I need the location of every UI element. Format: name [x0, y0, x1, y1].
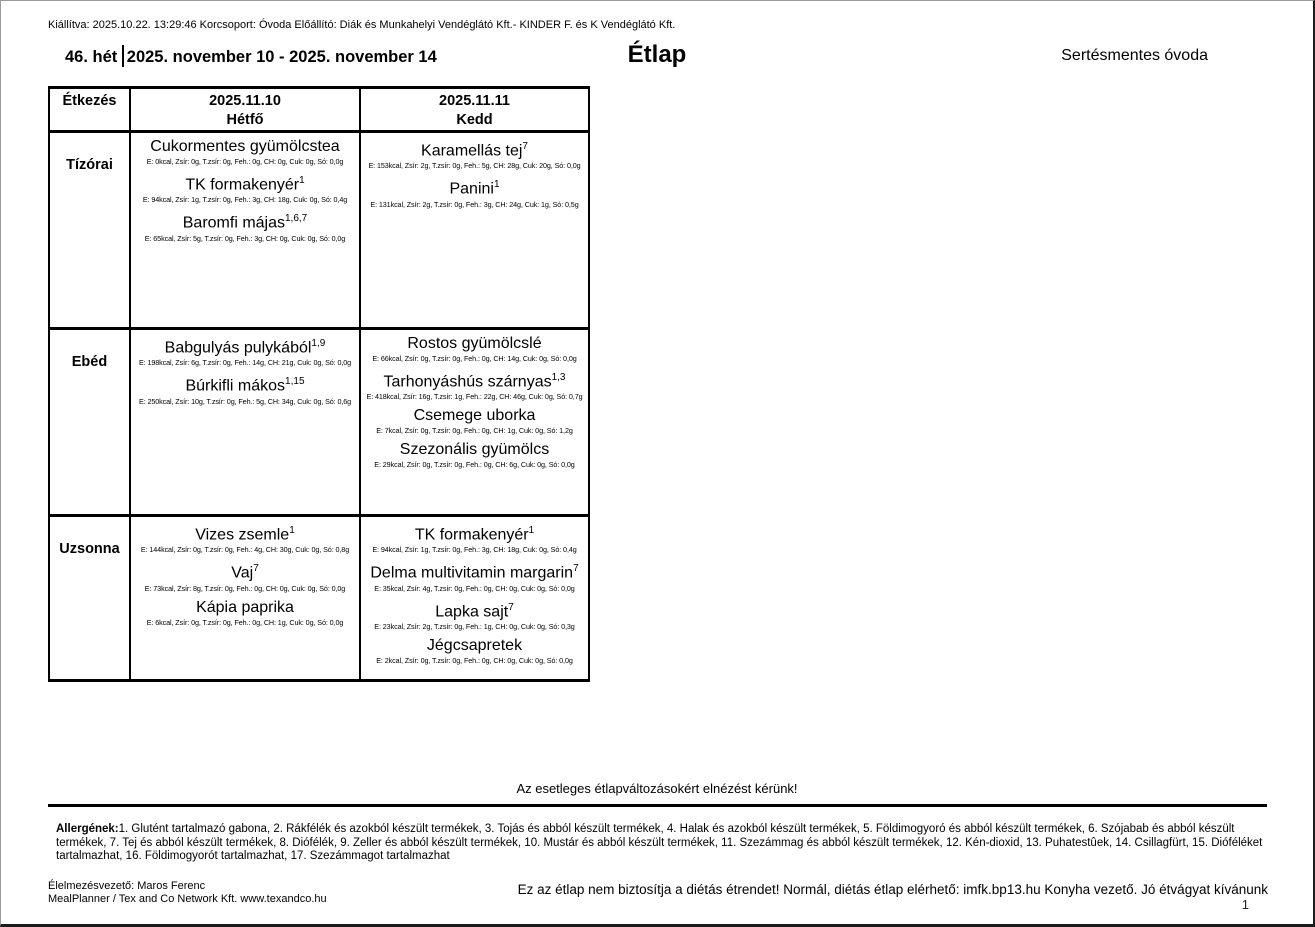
allergen-superscript: 1,3 [551, 372, 566, 383]
menu-item [362, 635, 587, 666]
allergens-text: 1. Glutént tartalmazó gabona, 2. Rákfélék és azokból készült termékek, 3. Tojás és abból készült termékek, 4. Halak és azokból készült termékek, 5. Földimogyoró és abból készült termékek, 6. Szójabab és abból készült termékek, 7. Tej és abból készült termékek, 8. Diófélék, 9. Zeller és abból készült termékek, 10. Mustár és abból készült termékek, 11. Szezámmag és abból készült termékek, 12. Kén-dioxid, 13. Puhatestûek, 14. Csillagfürt, 15. Dióféléket tartalmazhat, 16. Földimogyorót tartalmazhat, 17. Szezámmagot tartalmazhat [56, 823, 1263, 862]
menu-type-label: Sertésmentes óvoda [1061, 47, 1208, 64]
manager-line: Élelmezésvezető: Maros Ferenc [48, 880, 206, 892]
dish-nutrition: E: 66kcal, Zsír: 0g, T.zsír: 0g, Feh.: 0g, CH: 14g, Cuk: 0g, Só: 0,0g [372, 354, 577, 363]
dish-nutrition: E: 198kcal, Zsír: 6g, T.zsír: 0g, Feh.: 14g, CH: 21g, Cuk: 0g, Só: 0,0g [138, 358, 352, 368]
allergens-label: Allergének: [56, 823, 119, 835]
dish-name: Szezonális gyümölcs [399, 441, 550, 459]
page-number: 1 [1241, 897, 1249, 912]
allergens-note [56, 823, 1272, 864]
horizontal-rule [48, 804, 1267, 807]
day-name: Kedd [456, 112, 493, 128]
dish-nutrition: E: 94kcal, Zsír: 1g, T.zsír: 0g, Feh.: 3g, CH: 18g, Cuk: 0g, Só: 0,4g [372, 545, 577, 555]
day-date: 2025.11.11 [439, 93, 510, 109]
menu-item [362, 597, 587, 632]
dish-name: Babgulyás pulykából$^{1,9}$ [164, 338, 326, 357]
footer-left [48, 880, 327, 906]
dish-nutrition: E: 0kcal, Zsír: 0g, T.zsír: 0g, Feh.: 0g, CH: 0g, Cuk: 0g, Só: 0,0g [146, 157, 344, 166]
dish-nutrition: E: 65kcal, Zsír: 5g, T.zsír: 0g, Feh.: 3g, CH: 0g, Cuk: 0g, Só: 0,0g [144, 233, 346, 243]
menu-item [132, 558, 358, 593]
menu-cell [130, 132, 360, 329]
menu-cell [360, 329, 589, 516]
menu-item [362, 174, 587, 209]
menu-cell [130, 516, 360, 681]
allergen-superscript: 1 [289, 525, 295, 536]
dish-name: Csemege uborka [413, 407, 536, 425]
menu-item [132, 520, 358, 555]
meal-column-header: Étkezés [49, 88, 130, 132]
menu-cell [360, 516, 589, 681]
dish-name: Vaj$^7$ [231, 563, 259, 582]
dish-name: Kápia paprika [196, 598, 294, 616]
dish-nutrition: E: 6kcal, Zsír: 0g, T.zsír: 0g, Feh.: 0g, CH: 1g, Cuk: 0g, Só: 0,0g [146, 617, 344, 627]
allergen-superscript: 7 [522, 141, 528, 152]
dish-nutrition: E: 144kcal, Zsír: 0g, T.zsír: 0g, Feh.: 4g, CH: 30g, Cuk: 0g, Só: 0,8g [140, 545, 350, 555]
menu-cell [360, 132, 589, 329]
dish-name: Panini$^1$ [449, 179, 500, 198]
dish-nutrition: E: 7kcal, Zsír: 0g, T.zsír: 0g, Feh.: 0g, CH: 1g, Cuk: 0g, Só: 1,2g [376, 426, 573, 436]
issued-line: Kiállítva: 2025.10.22. 13:29:46 Korcsoport: Óvoda Előállító: Diák és Munkahelyi Vendéglátó Kft.- KINDER F. és K Vendéglátó Kft. [48, 19, 676, 31]
dish-name: Jégcsapretek [426, 636, 523, 654]
menu-item [132, 333, 358, 368]
menu-item [362, 520, 587, 555]
menu-item [132, 597, 358, 628]
dish-nutrition: E: 29kcal, Zsír: 0g, T.zsír: 0g, Feh.: 0g, CH: 6g, Cuk: 0g, Só: 0,0g [374, 460, 575, 470]
diet-note: Ez az étlap nem biztosítja a diétás étrendet! Normál, diétás étlap elérhető: imfk.bp13.hu Konyha vezető. Jó étvágyat kívánunk [517, 882, 1268, 897]
dish-name: Karamellás tej$^7$ [421, 141, 528, 160]
dish-name: Rostos gyümölcslé [407, 335, 542, 352]
day-header [130, 88, 360, 132]
allergen-superscript: 1 [528, 525, 535, 536]
dish-name: TK formakenyér$^1$ [414, 525, 535, 544]
day-date: 2025.11.10 [209, 93, 281, 109]
dish-name: Vizes zsemle$^1$ [195, 525, 295, 544]
dish-name: Cukormentes gyümölcstea [150, 138, 340, 155]
allergen-superscript: 7 [253, 563, 259, 575]
menu-item [362, 367, 587, 402]
dish-name: Búrkifli mákos$^{1,15}$ [185, 376, 305, 395]
menu-item [362, 439, 587, 470]
menu-item [362, 333, 587, 364]
dish-name: TK formakenyér$^1$ [185, 175, 305, 194]
dish-name: Delma multivitamin margarin$^7$ [370, 563, 579, 582]
dish-name: Tarhonyáshús szárnyas$^{1,3}$ [383, 372, 566, 391]
dish-nutrition: E: 153kcal, Zsír: 2g, T.zsír: 0g, Feh.: 5g, CH: 28g, Cuk: 20g, Só: 0,0g [368, 161, 581, 171]
week-number: 46. hét [65, 48, 118, 66]
dish-nutrition: E: 94kcal, Zsír: 1g, T.zsír: 0g, Feh.: 3g, CH: 18g, Cuk: 0g, Só: 0,4g [142, 195, 348, 205]
dish-name: Baromfi májas$^{1,6,7}$ [182, 213, 308, 232]
dish-nutrition: E: 73kcal, Zsír: 8g, T.zsír: 0g, Feh.: 0g, CH: 0g, Cuk: 0g, Só: 0,0g [144, 583, 346, 593]
dish-name: Lapka sajt$^7$ [435, 601, 514, 620]
dish-nutrition: E: 35kcal, Zsír: 4g, T.zsír: 0g, Feh.: 0g, CH: 0g, Cuk: 0g, Só: 0,0g [374, 583, 575, 593]
dish-nutrition: E: 250kcal, Zsír: 10g, T.zsír: 0g, Feh.: 5g, CH: 34g, Cuk: 0g, Só: 0,6g [138, 396, 352, 406]
software-line: MealPlanner / Tex and Co Network Kft. www.texandco.hu [48, 893, 327, 905]
allergen-superscript: 1 [299, 175, 305, 186]
allergen-superscript: 7 [508, 601, 514, 613]
allergen-superscript: 1,15 [285, 376, 305, 388]
menu-item [362, 136, 587, 171]
allergen-superscript: 1,9 [311, 338, 326, 349]
menu-item [362, 558, 587, 593]
meal-row-label: Uzsonna [49, 516, 130, 681]
dish-nutrition: E: 131kcal, Zsír: 2g, T.zsír: 0g, Feh.: 3g, CH: 24g, Cuk: 1g, Só: 0,5g [370, 199, 579, 209]
menu-item [132, 170, 358, 205]
meal-row-label: Ebéd [49, 329, 130, 516]
dish-nutrition: E: 23kcal, Zsír: 2g, T.zsír: 0g, Feh.: 1g, CH: 0g, Cuk: 0g, Só: 0,3g [374, 621, 575, 631]
day-name: Hétfő [226, 112, 264, 128]
allergen-superscript: 1 [493, 179, 500, 191]
allergen-superscript: 1,6,7 [285, 213, 308, 225]
menu-item [132, 136, 358, 167]
meal-row-label: Tízórai [49, 132, 130, 329]
menu-item [362, 405, 587, 436]
menu-item [132, 371, 358, 406]
menu-table [48, 86, 590, 682]
menu-cell [130, 329, 360, 516]
allergen-superscript: 7 [573, 563, 579, 575]
dish-nutrition: E: 418kcal, Zsír: 16g, T.zsír: 1g, Feh.: 22g, CH: 46g, Cuk: 0g, Só: 0,7g [366, 392, 583, 402]
apology-note: Az esetleges étlapváltozásokért elnézést kérünk! [516, 781, 798, 796]
day-header [360, 88, 589, 132]
page-title: Étlap [627, 41, 687, 68]
menu-item [132, 208, 358, 243]
date-range: 2025. november 10 - 2025. november 14 [126, 48, 437, 66]
dish-nutrition: E: 2kcal, Zsír: 0g, T.zsír: 0g, Feh.: 0g, CH: 0g, Cuk: 0g, Só: 0,0g [376, 655, 573, 665]
